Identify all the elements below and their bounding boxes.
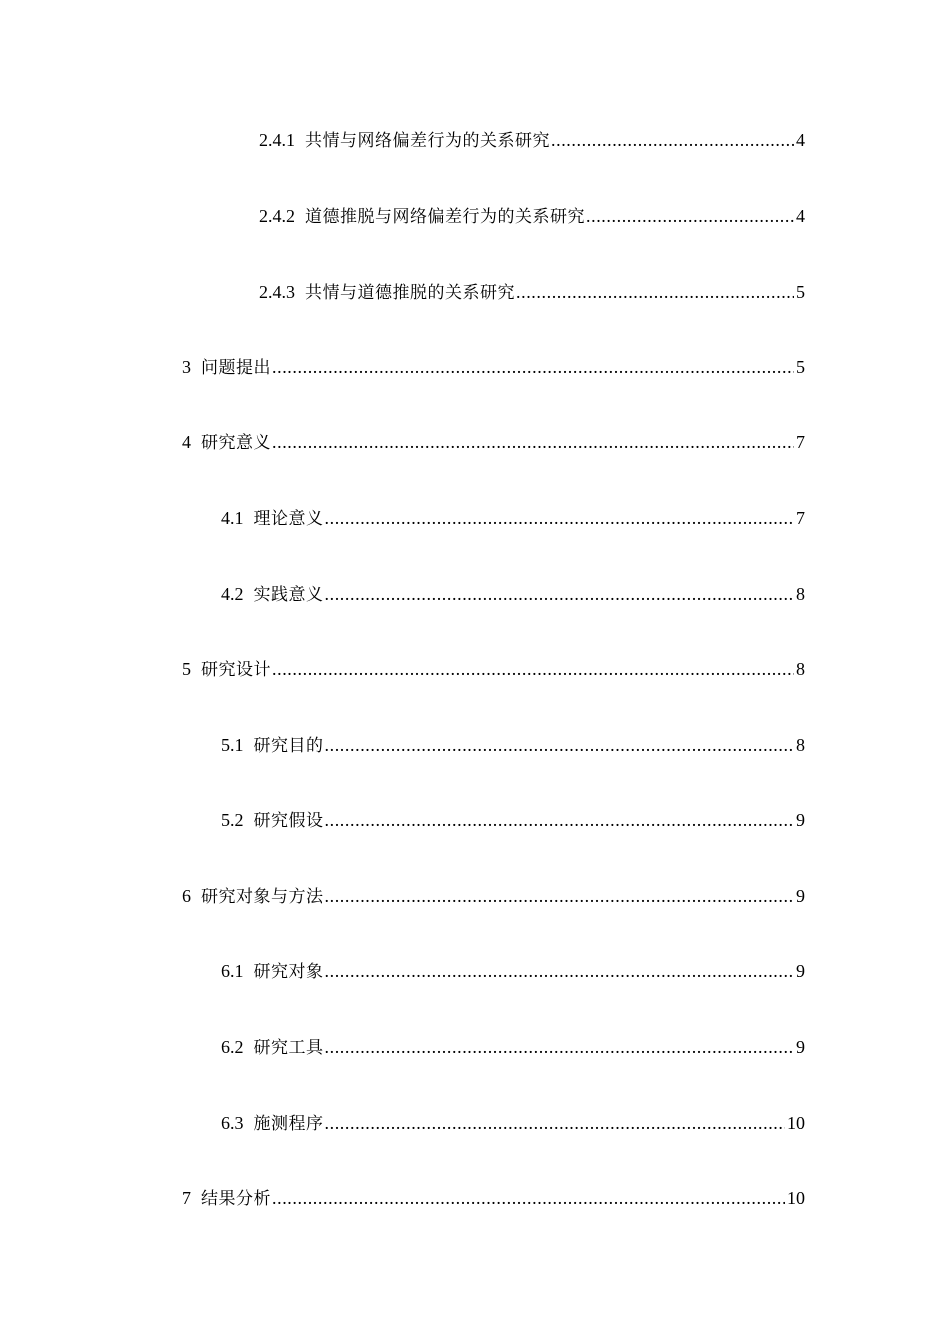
toc-entry-4[interactable] [182,430,805,455]
toc-entry-title: 研究意义 [201,433,271,453]
toc-dot-leader [325,506,795,530]
toc-entry-3[interactable] [182,355,805,380]
toc-dot-leader [325,959,795,983]
toc-entry-page: 10 [787,1188,805,1208]
toc-entry-2-4-3[interactable] [259,280,805,305]
toc-entry-title: 共情与网络偏差行为的关系研究 [305,131,550,151]
toc-entry-2-4-2[interactable] [259,204,805,229]
toc-entry-title: 研究设计 [201,660,271,680]
toc-entry-number: 2.4.2 [259,206,295,226]
toc-dot-leader [272,1186,785,1210]
toc-entry-number: 6.3 [221,1113,244,1133]
toc-entry-title: 共情与道德推脱的关系研究 [305,283,515,303]
toc-entry-page: 5 [796,282,805,302]
toc-dot-leader [272,430,794,454]
toc-entry-page: 4 [796,130,805,150]
toc-entry-page: 7 [796,508,805,528]
toc-entry-6-1[interactable] [221,959,805,984]
toc-entry-4-2[interactable] [221,582,805,607]
toc-entry-title: 道德推脱与网络偏差行为的关系研究 [305,207,585,227]
toc-entry-number: 6.1 [221,961,244,981]
toc-entry-number: 3 [182,357,191,377]
toc-entry-2-4-1[interactable] [259,128,805,153]
toc-dot-leader [325,582,795,606]
toc-entry-6[interactable] [182,884,805,909]
toc-entry-number: 5.1 [221,735,244,755]
toc-entry-title: 结果分析 [201,1189,271,1209]
toc-dot-leader [325,1111,786,1135]
toc-dot-leader [551,128,794,152]
toc-entry-5-2[interactable] [221,808,805,833]
toc-entry-page: 7 [796,432,805,452]
toc-entry-6-3[interactable] [221,1111,805,1136]
toc-entry-number: 2.4.3 [259,282,295,302]
toc-entry-page: 8 [796,735,805,755]
toc-entry-title: 施测程序 [253,1114,324,1134]
toc-entry-title: 研究对象与方法 [201,887,324,907]
toc-dot-leader [586,204,794,228]
toc-entry-page: 8 [796,659,805,679]
toc-entry-7[interactable] [182,1186,805,1211]
toc-dot-leader [272,657,794,681]
toc-entry-number: 4 [182,432,191,452]
toc-entry-number: 7 [182,1188,191,1208]
toc-entry-6-2[interactable] [221,1035,805,1060]
toc-entry-title: 研究对象 [253,962,324,982]
toc-entry-5[interactable] [182,657,805,682]
toc-entry-page: 10 [787,1113,805,1133]
toc-entry-title: 研究工具 [253,1038,324,1058]
toc-entry-title: 实践意义 [253,585,324,605]
toc-entry-page: 9 [796,1037,805,1057]
toc-entry-number: 2.4.1 [259,130,295,150]
toc-entry-title: 研究假设 [253,811,324,831]
toc-entry-number: 4.1 [221,508,244,528]
toc-entry-page: 9 [796,961,805,981]
toc-dot-leader [325,884,795,908]
toc-entry-number: 5 [182,659,191,679]
toc-entry-5-1[interactable] [221,733,805,758]
toc-entry-number: 4.2 [221,584,244,604]
toc-entry-4-1[interactable] [221,506,805,531]
toc-entry-page: 9 [796,810,805,830]
toc-entry-page: 4 [796,206,805,226]
toc-entry-title: 研究目的 [253,736,324,756]
toc-dot-leader [325,808,795,832]
toc-entry-number: 6 [182,886,191,906]
toc-entry-title: 理论意义 [253,509,324,529]
toc-entry-number: 5.2 [221,810,244,830]
toc-dot-leader [516,280,794,304]
toc-entry-page: 8 [796,584,805,604]
toc-entry-title: 问题提出 [201,358,271,378]
toc-dot-leader [325,1035,795,1059]
toc-dot-leader [272,355,794,379]
toc-dot-leader [325,733,795,757]
toc-entry-page: 5 [796,357,805,377]
toc-entry-page: 9 [796,886,805,906]
toc-entry-number: 6.2 [221,1037,244,1057]
